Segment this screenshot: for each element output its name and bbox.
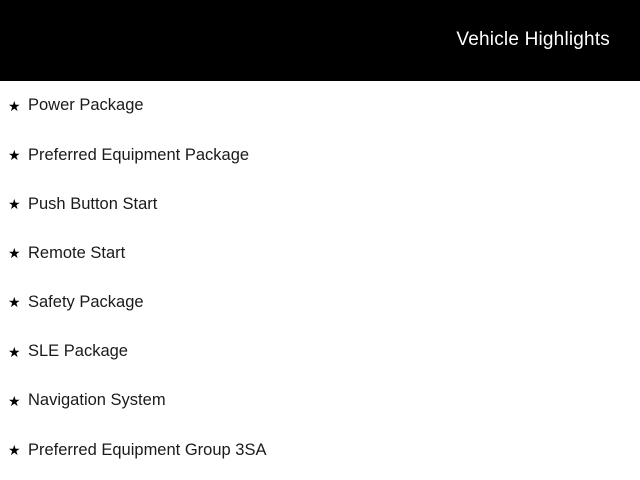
list-item: [0, 327, 640, 376]
list-item: [0, 229, 640, 278]
star-icon: ★: [8, 195, 21, 212]
list-item-label: Safety Package: [28, 293, 144, 312]
list-item: [0, 278, 640, 327]
page-title: Vehicle Highlights: [456, 29, 610, 50]
star-icon: ★: [8, 245, 21, 262]
list-item: [0, 81, 640, 130]
star-icon: ★: [8, 343, 21, 360]
list-item-label: Remote Start: [28, 243, 126, 262]
list-item: [0, 130, 640, 179]
star-icon: ★: [8, 97, 21, 114]
list-item: [0, 425, 640, 474]
list-item-label: Preferred Equipment Package: [28, 145, 250, 164]
list-item-label: Push Button Start: [28, 194, 158, 213]
list-item: [0, 179, 640, 228]
list-item-label: SLE Package: [28, 342, 128, 361]
list-item-label: Power Package: [28, 96, 144, 115]
list-item-label: Navigation System: [28, 391, 166, 410]
vehicle-highlights-list: [0, 81, 640, 475]
star-icon: ★: [8, 294, 21, 311]
star-icon: ★: [8, 392, 21, 409]
list-item: [0, 376, 640, 425]
star-icon: ★: [8, 441, 21, 458]
list-item-label: Preferred Equipment Group 3SA: [28, 440, 267, 459]
star-icon: ★: [8, 146, 21, 163]
header-bar: [0, 0, 640, 81]
